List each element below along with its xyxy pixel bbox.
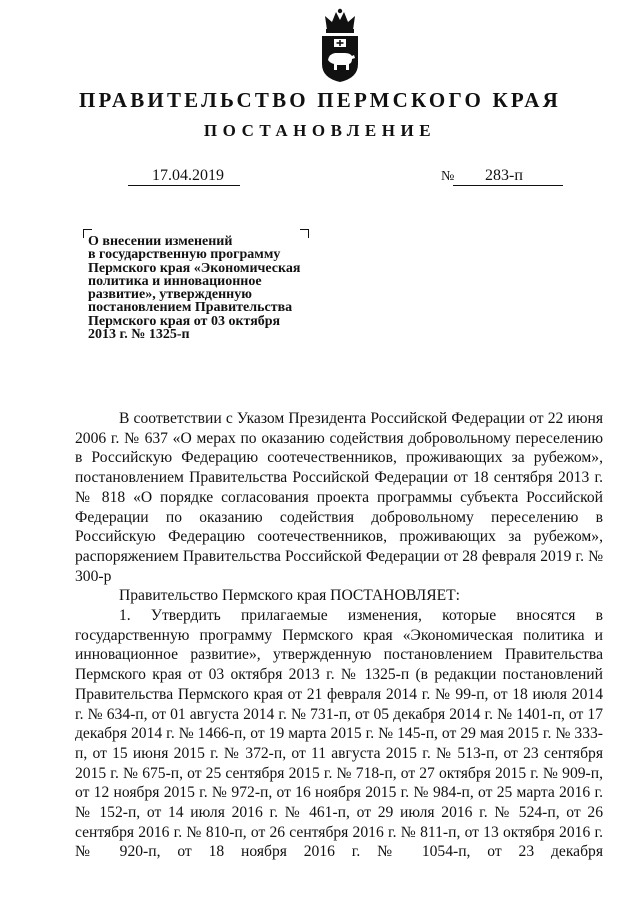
body-paragraph-resolves: Правительство Пермского края ПОСТАНОВЛЯЕТ: [119,587,460,605]
subject-line: политика и инновационное [88,273,262,289]
body-paragraph-item-1: 1. Утвердить прилагаемые изменения, которые вносятся в государственную программу Пермского края «Экономическая политика и инновационное развитие», утвержденную постановлением Правительства Пермского края от 03 октября 2013 г. № 1325-п (в редакции постановлений Правительства Пермского края от 21 февраля 2014 г. № 99-п, от 18 июля 2014 г. № 634-п, от 01 августа 2014 г. № 731-п, от 05 декабря 2014 г. № 1401-п, от 17 декабря 2014 г. № 1466-п, от 19 марта 2015 г. № 145-п, от 29 мая 2015 г. № 333-п, от 15 июня 2015 г. № 372-п, от 11 августа 2015 г. № 513-п, от 23 сентября 2015 г. № 675-п, от 25 сентября 2015 г. № 718-п, от 27 октября 2015 г. № 909-п, от 12 ноября 2015 г. № 972-п, от 16 ноября 2015 г. № 984-п, от 25 марта 2016 г. № 152-п, от 14 июля 2016 г. № 461-п, от 29 июля 2016 г. № 524-п, от 26 сентября 2016 г. № 810-п, от 26 сентября 2016 г. № 811-п, от 13 октября 2016 г. № 920-п, от 18 ноября 2016 г. № 1054-п, от 23 декабря [75,607,603,861]
number-sign: № [441,169,455,184]
coat-of-arms-icon [319,8,361,84]
government-title: ПРАВИТЕЛЬСТВО ПЕРМСКОГО КРАЯ [78,88,561,112]
document-date: 17.04.2019 [152,167,224,184]
body-paragraph-preamble: В соответствии с Указом Президента Российской Федерации от 22 июня 2006 г. № 637 «О мерах по оказанию содействия добровольному переселению в Российскую Федерацию соотечественников, проживающих за рубежом», постановлением Правительства Российской Федерации от 18 сентября 2013 г. № 818 «О порядке согласования проекта программы субъекта Российской Федерации по оказанию содействия добровольному переселению в Российскую Федерацию соотечественников, проживающих за рубежом», распоряжением Правительства Российской Федерации от 28 февраля 2019 г. № 300-р [75,410,603,585]
subject-line: развитие», утвержденную [88,287,252,303]
subject-line: 2013 г. № 1325-п [88,327,190,343]
document-type: ПОСТАНОВЛЕНИЕ [203,121,437,140]
date-field [128,167,240,186]
document-number: 283-п [485,167,523,184]
subject-line: в государственную программу [88,247,281,263]
subject-line: О внесении изменений [88,234,233,249]
document-subject [88,235,338,341]
subject-line: постановлением Правительства [88,300,293,316]
subject-line: Пермского края от 03 октября [88,313,281,329]
document-body [75,409,603,882]
number-field [453,167,563,186]
subject-line: Пермского края «Экономическая [88,260,301,276]
